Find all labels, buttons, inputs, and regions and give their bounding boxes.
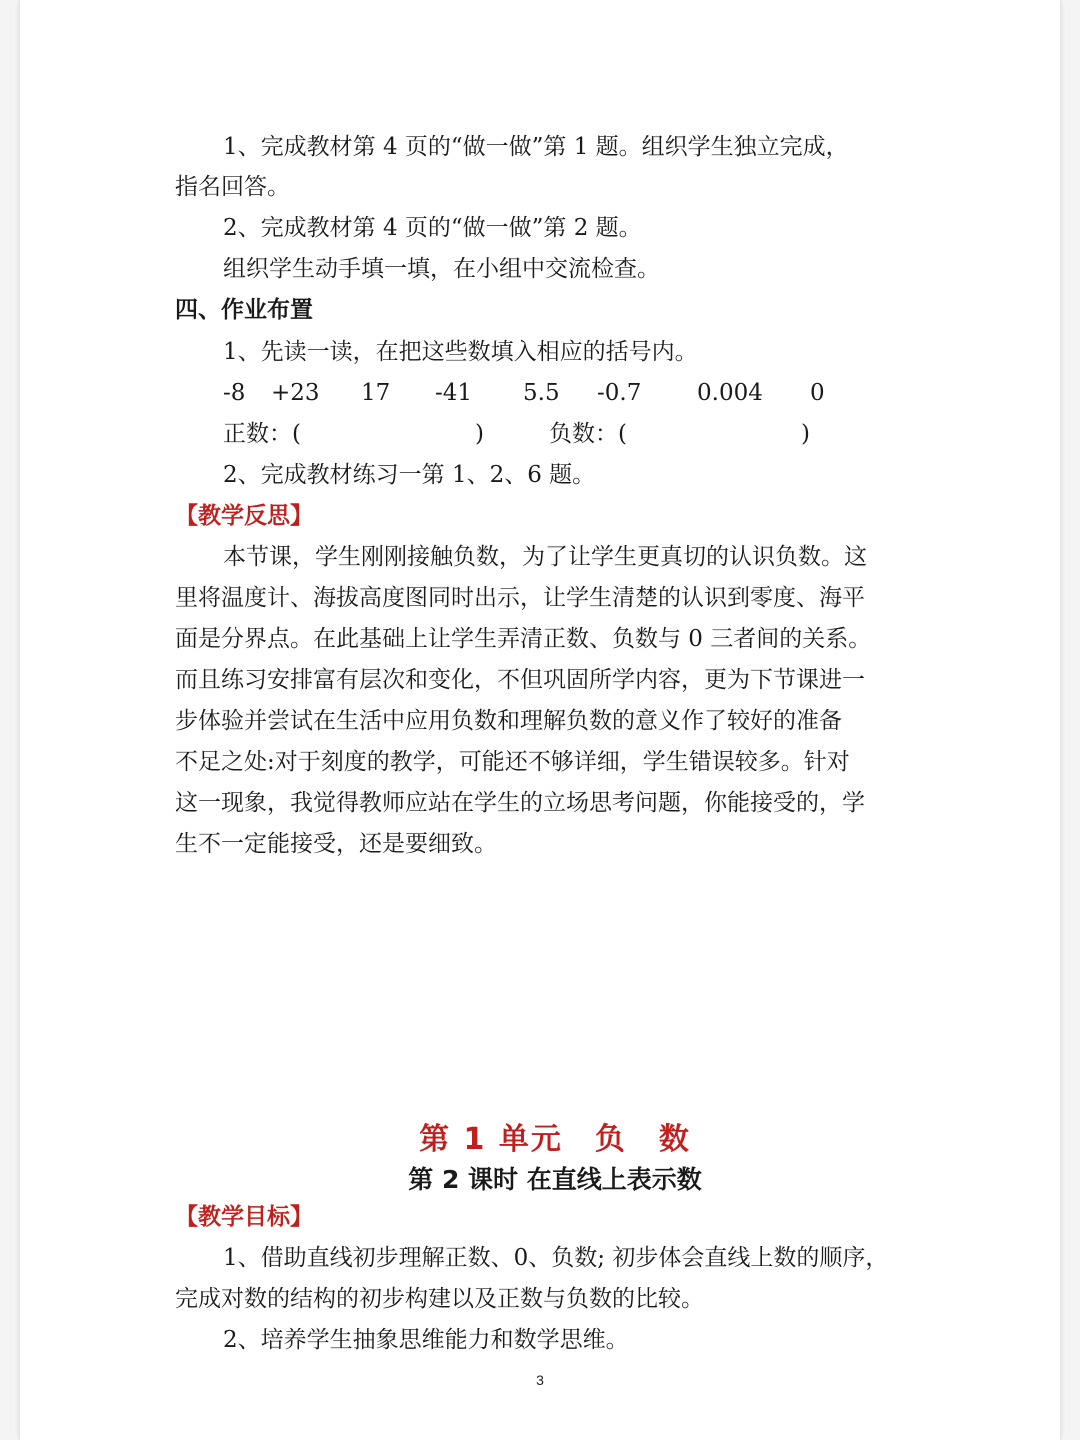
- number-item: 0.004: [697, 380, 763, 406]
- classification-row: [223, 419, 923, 449]
- reflection-line: 步体验并尝试在生活中应用负数和理解负数的意义作了较好的准备: [175, 708, 842, 734]
- number-item: -8: [223, 380, 246, 406]
- reflection-line: 本节课，学生刚刚接触负数，为了让学生更真切的认识负数。这: [223, 544, 867, 570]
- negative-label: 负数：(: [549, 421, 627, 447]
- objectives-heading: 【教学目标】: [175, 1204, 313, 1230]
- number-item: -41: [435, 380, 473, 406]
- number-item: 5.5: [523, 380, 560, 406]
- reflection-line: 不足之处:对于刻度的教学，可能还不够详细，学生错误较多。针对: [175, 749, 850, 775]
- practice-item-1-line-1: 1、完成教材第 4 页的“做一做”第 1 题。组织学生独立完成，: [223, 134, 849, 160]
- reflection-heading: 【教学反思】: [175, 503, 313, 529]
- positive-close: ): [475, 421, 484, 447]
- number-item: +23: [271, 380, 320, 406]
- number-item: 17: [361, 380, 391, 406]
- reflection-line: 面是分界点。在此基础上让学生弄清正数、负数与 0 三者间的关系。: [175, 626, 872, 652]
- reflection-line: 生不一定能接受，还是要细致。: [175, 831, 497, 857]
- reflection-line: 这一现象，我觉得教师应站在学生的立场思考问题，你能接受的，学: [175, 790, 865, 816]
- reflection-line: 里将温度计、海拔高度图同时出示，让学生清楚的认识到零度、海平: [175, 585, 865, 611]
- document-page: [20, 0, 1060, 1440]
- lesson-title: 第 2 课时 在直线上表示数: [408, 1165, 702, 1194]
- page-number: 3: [536, 1372, 544, 1388]
- number-item: 0: [810, 380, 825, 406]
- homework-item-2: 2、完成教材练习一第 1、2、6 题。: [223, 462, 596, 488]
- practice-item-2: 2、完成教材第 4 页的“做一做”第 2 题。: [223, 215, 642, 241]
- practice-item-1-line-2: 指名回答。: [175, 174, 290, 200]
- homework-heading: 四、作业布置: [175, 297, 313, 323]
- negative-close: ): [801, 421, 810, 447]
- objective-item-2: 2、培养学生抽象思维能力和数学思维。: [223, 1327, 629, 1353]
- practice-item-2-note: 组织学生动手填一填，在小组中交流检查。: [223, 256, 660, 282]
- reflection-line: 而且练习安排富有层次和变化，不但巩固所学内容，更为下节课进一: [175, 667, 865, 693]
- unit-title: 第 1 单元 负 数: [419, 1122, 691, 1157]
- homework-item-1: 1、先读一读，在把这些数填入相应的括号内。: [223, 339, 698, 365]
- objective-item-1-line-2: 完成对数的结构的初步构建以及正数与负数的比较。: [175, 1286, 704, 1312]
- positive-label: 正数：(: [223, 421, 301, 447]
- number-item: -0.7: [597, 380, 642, 406]
- number-list: [223, 378, 923, 408]
- objective-item-1-line-1: 1、借助直线初步理解正数、0、负数; 初步体会直线上数的顺序，: [223, 1245, 889, 1271]
